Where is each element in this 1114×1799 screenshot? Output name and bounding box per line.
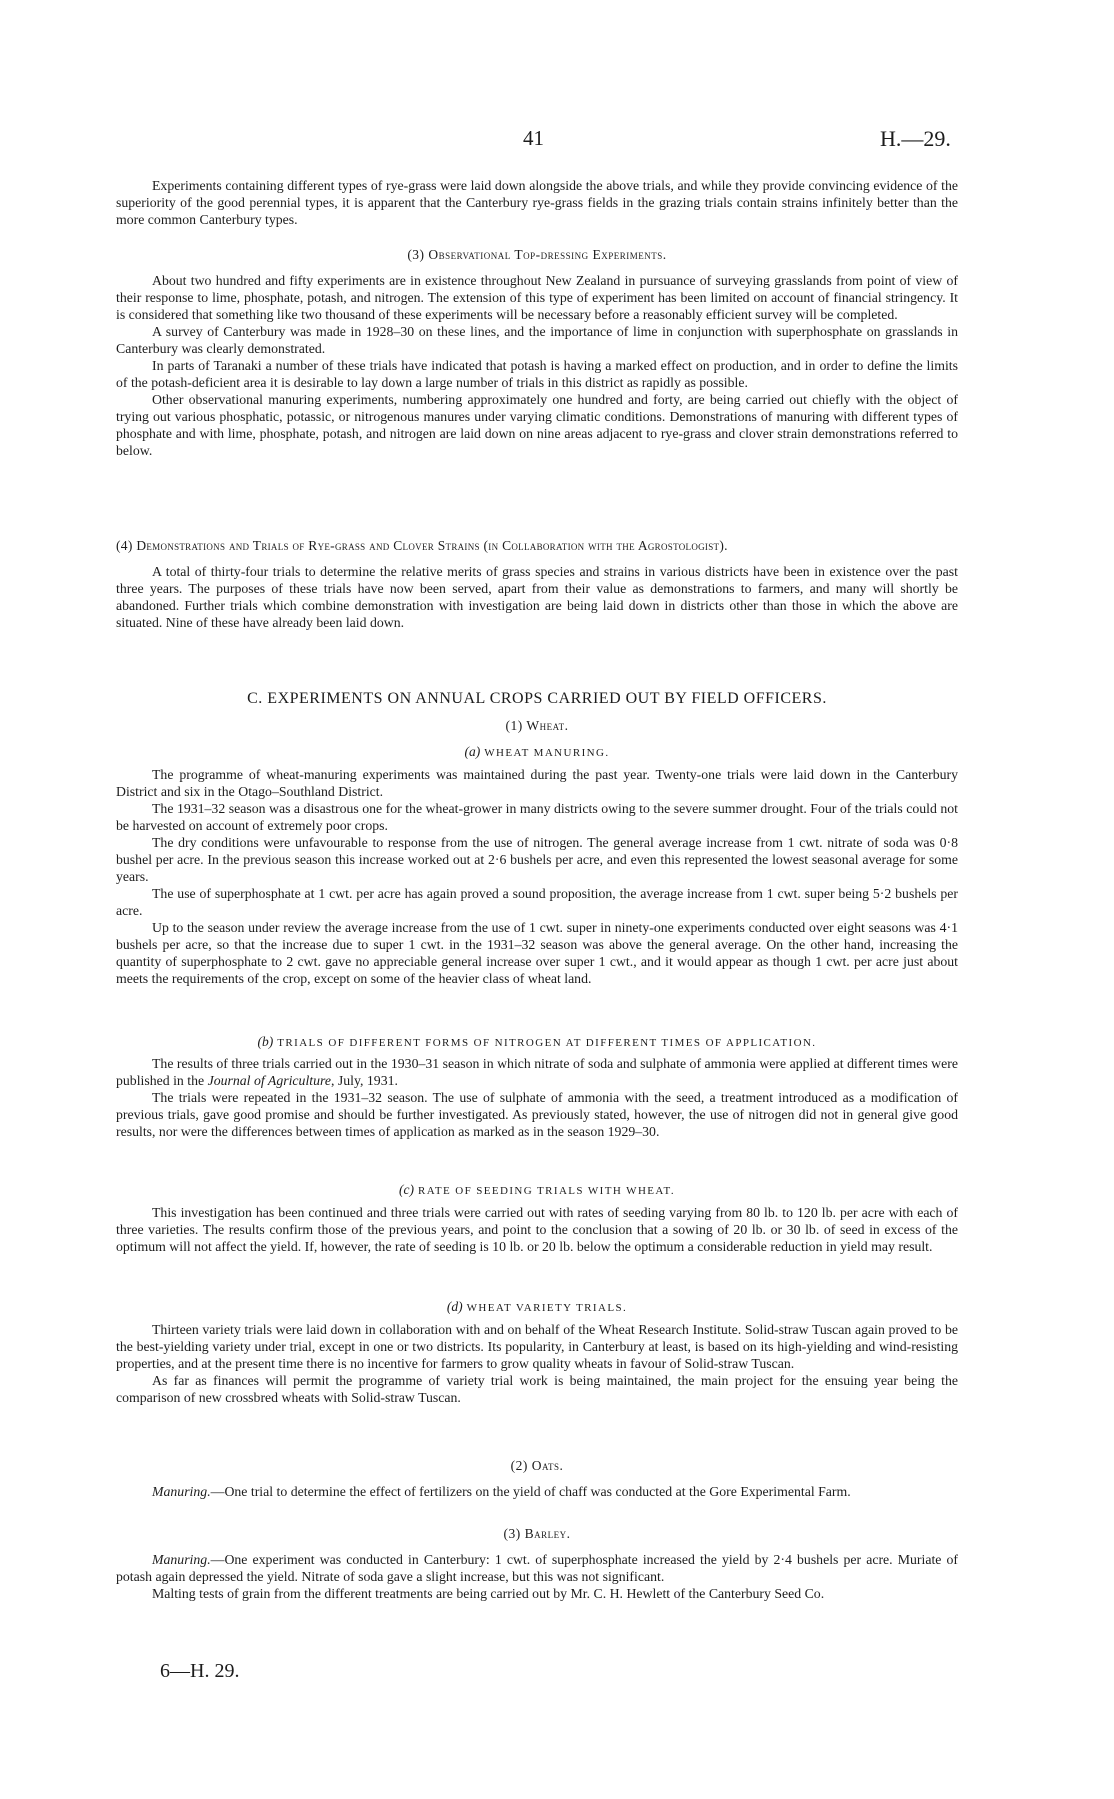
document-reference: H.—29. [880,126,951,151]
paragraph: Manuring.—One experiment was conducted in Canterbury: 1 cwt. of superphosphate increased the yield by 2·4 bushels per acre. Muriate of potash again depressed the yield. Nitrate of soda gave a slight increase, but this was not significant. [116,1552,958,1584]
subsection-title: WHEAT VARIETY TRIALS. [466,1302,628,1314]
intro-paragraph: Experiments containing different types of rye-grass were laid down alongside the above trials, and while they provide convincing evidence of the superiority of the good perennial types, it is apparent that the Canterbury rye-grass fields in the grazing trials contain strains infinitely better than the more common Canterbury types. [116,178,958,227]
subsection-c-body [116,1204,958,1255]
paragraph: This investigation has been continued and three trials were carried out with rates of seeding varying from 80 lb. to 120 lb. per acre with each of three varieties. The results confirm those of the previous years, and point to the conclusion that a sowing of 20 lb. or 30 lb. of seed in excess of the optimum will not affect the yield. If, however, the rate of seeding is 10 lb. or 20 lb. below the optimum a considerable reduction in yield may result. [116,1205,958,1254]
page-number: 41 [523,126,544,150]
barley-body [116,1551,958,1602]
intro-section [116,177,958,228]
paragraph: The 1931–32 season was a disastrous one for the wheat-grower in many districts owing to the severe summer drought. Four of the trials could not be harvested on account of extremely poor crops. [116,801,958,833]
paragraph: A total of thirty-four trials to determine the relative merits of grass species and strains in various districts have been in existence over the past three years. The purposes of these trials have now been served, apart from their value as demonstrations to farmers, and many will shortly be abandoned. Further trials which combine demonstration with investigation are being laid down in districts other than those in which the above are situated. Nine of these have already been laid down. [116,564,958,630]
subsection-label: (d) [446,1299,463,1314]
subsection-title: WHEAT MANURING. [484,747,610,759]
subsection-b-heading [116,1033,958,1051]
paragraph: The programme of wheat-manuring experiments was maintained during the past year. Twenty-one trials were laid down in the Canterbury District and six in the Otago–Southland District. [116,767,958,799]
section-4-heading: (4) Demonstrations and Trials of Rye-grass and Clover Strains (in Collaboration with the Agrostologist). [116,538,728,553]
paragraph: In parts of Taranaki a number of these trials have indicated that potash is having a marked effect on production, and in order to define the limits of the potash-deficient area it is desirable to lay down a large number of trials in this district as rapidly as possible. [116,358,958,390]
paragraph: The trials were repeated in the 1931–32 season. The use of sulphate of ammonia with the seed, a treatment introduced as a modification of previous trials, gave good promise and should be further investigated. As previously stated, however, the use of nitrogen did not in general give good results, nor were the differences between times of application as marked as in the season 1929–30. [116,1090,958,1139]
subsection-title: RATE OF SEEDING TRIALS WITH WHEAT. [417,1185,675,1197]
run-in-label: Manuring. [152,1484,211,1499]
paragraph: Up to the season under review the average increase from the use of 1 cwt. super in ninety-one experiments conducted over eight seasons was 4·1 bushels per acre, so that the increase due to super 1 cwt. in the 1931–32 season was above the general average. On the other hand, increasing the quantity of superphosphate to 2 cwt. gave no appreciable general increase over super 1 cwt., and it would appear as though 1 cwt. per acre just about meets the requirements of the crop, except on some of the heavier class of wheat land. [116,920,958,986]
journal-title: Journal of Agriculture [207,1073,331,1088]
paragraph: Malting tests of grain from the different treatments are being carried out by Mr. C. H. Hewlett of the Canterbury Seed Co. [152,1586,825,1601]
subsection-b-body [116,1055,958,1140]
section-3-body [116,272,958,459]
subsection-d-heading [116,1298,958,1316]
section-c-heading: C. EXPERIMENTS ON ANNUAL CROPS CARRIED OUT BY FIELD OFFICERS. [247,690,827,707]
paragraph: Thirteen variety trials were laid down in collaboration with and on behalf of the Wheat Research Institute. Solid-straw Tuscan again proved to be the best-yielding variety under trial, except in one or two districts. Its popularity, in Canterbury at least, is based on its high-yielding and wind-resisting properties, and at the present time there is no incentive for farmers to grow quality wheats in favour of Solid-straw Tuscan. [116,1322,958,1371]
barley-heading: (3) Barley. [503,1526,571,1541]
paragraph: The results of three trials carried out in the 1930–31 season in which nitrate of soda and sulphate of ammonia were applied at different times were published in the Journal of Agriculture, July, 1931. [116,1056,958,1088]
paragraph: Other observational manuring experiments, numbering approximately one hundred and forty, are being carried out chiefly with the object of trying out various phosphatic, potassic, or nitrogenous manures under varying climatic conditions. Demonstrations of manuring with different types of phosphate and with lime, phosphate, potash, and nitrogen are laid down on nine areas adjacent to rye-grass and clover strain demonstrations referred to below. [116,392,958,458]
footer-signature: 6—H. 29. [160,1660,240,1682]
section-3-heading: (3) Observational Top-dressing Experiments. [407,247,667,262]
paragraph: Manuring.—One trial to determine the effect of fertilizers on the yield of chaff was conducted at the Gore Experimental Farm. [152,1484,851,1499]
subsection-a-heading [116,743,958,761]
subsection-c-heading [116,1181,958,1199]
paragraph: A survey of Canterbury was made in 1928–30 on these lines, and the importance of lime in conjunction with superphosphate on grasslands in Canterbury was clearly demonstrated. [116,324,958,356]
oats-heading: (2) Oats. [510,1458,564,1473]
paragraph: About two hundred and fifty experiments are in existence throughout New Zealand in pursuance of surveying grasslands from point of view of their response to lime, phosphate, potash, and nitrogen. The extension of this type of experiment has been limited on account of financial stringency. It is considered that something like two thousand of these experiments will be necessary before a reasonably efficient survey will be completed. [116,273,958,322]
subsection-d-body [116,1321,958,1406]
subsection-title: TRIALS OF DIFFERENT FORMS OF NITROGEN AT DIFFERENT TIMES OF APPLICATION. [277,1037,817,1049]
wheat-heading: (1) Wheat. [505,718,569,733]
paragraph: The use of superphosphate at 1 cwt. per acre has again proved a sound proposition, the average increase from 1 cwt. super being 5·2 bushels per acre. [116,886,958,918]
paragraph: As far as finances will permit the programme of variety trial work is being maintained, the main project for the ensuing year being the comparison of new crossbred wheats with Solid-straw Tuscan. [116,1373,958,1405]
subsection-a-body [116,766,958,987]
run-in-label: Manuring. [152,1552,211,1567]
subsection-label: (a) [464,744,481,759]
subsection-label: (c) [399,1182,414,1197]
subsection-label: (b) [257,1034,274,1049]
oats-body [116,1483,958,1500]
section-4-body [116,563,958,631]
paragraph: The dry conditions were unfavourable to response from the use of nitrogen. The general average increase from 1 cwt. nitrate of soda was 0·8 bushel per acre. In the previous season this increase worked out at 2·6 bushels per acre, and even this represented the lowest seasonal average for some years. [116,835,958,884]
